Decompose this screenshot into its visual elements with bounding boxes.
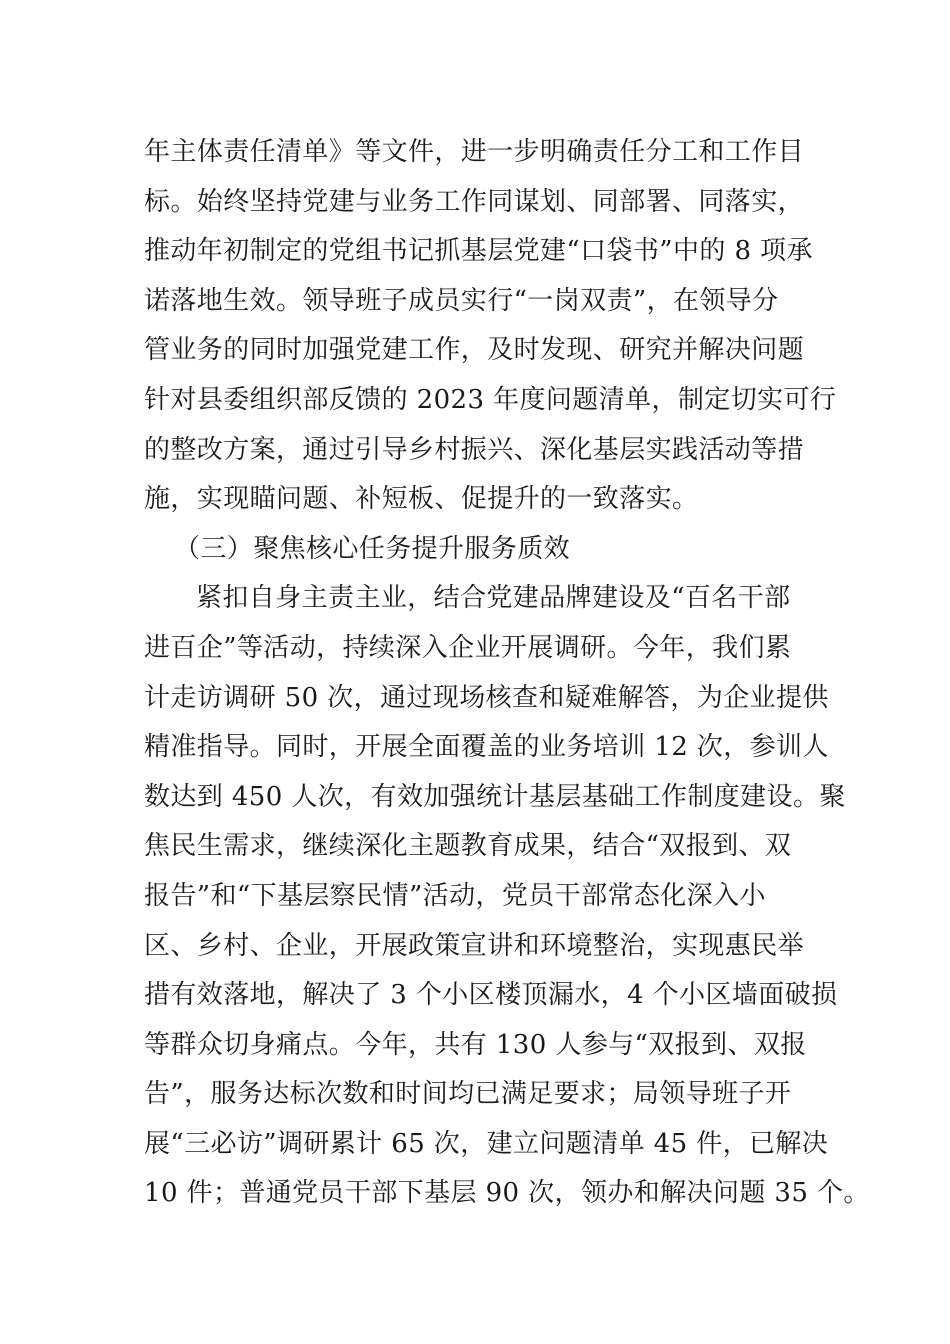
text-line: 精准指导。同时，开展全面覆盖的业务培训 12 次，参训人 [144,732,829,763]
text-line: 等群众切身痛点。今年，共有 130 人参与“双报到、双报 [144,1029,807,1060]
text-line: 标。始终坚持党建与业务工作同谋划、同部署、同落实， [144,186,805,217]
text-line: 报告”和“下基层察民情”活动，党员干部常态化深入小 [144,880,766,911]
body-text [144,128,870,1219]
text-line: 措有效落地，解决了 3 个小区楼顶漏水，4 个小区墙面破损 [144,980,838,1011]
text-line: 的整改方案，通过引导乡村振兴、深化基层实践活动等措 [144,434,805,465]
text-line: 诺落地生效。领导班子成员实行“一岗双责”，在领导分 [144,285,779,316]
paragraph-first-line: 紧扣自身主责主业，结合党建品牌建设及“百名干部 [196,583,791,614]
text-line: 10 件；普通党员干部下基层 90 次，领办和解决问题 35 个。 [144,1178,870,1209]
text-line: 施，实现瞄问题、补短板、促提升的一致落实。 [144,484,699,515]
text-line: 针对县委组织部反馈的 2023 年度问题清单，制定切实可行 [144,384,837,415]
text-line: 推动年初制定的党组书记抓基层党建“口袋书”中的 8 项承 [144,236,813,267]
text-line: 进百企”等活动，持续深入企业开展调研。今年，我们累 [144,632,792,663]
text-line: 焦民生需求，继续深化主题教育成果，结合“双报到、双 [144,831,792,862]
section-heading: （三）聚焦核心任务提升服务质效 [174,533,571,564]
text-line: 区、乡村、企业，开展政策宣讲和环境整治，实现惠民举 [144,930,805,961]
text-line: 告”，服务达标次数和时间均已满足要求；局领导班子开 [144,1079,792,1110]
text-line: 展“三必访”调研累计 65 次，建立问题清单 45 件，已解决 [144,1128,829,1159]
text-line: 年主体责任清单》等文件，进一步明确责任分工和工作目 [144,137,805,167]
text-line: 计走访调研 50 次，通过现场核查和疑难解答，为企业提供 [144,682,829,713]
text-line: 管业务的同时加强党建工作，及时发现、研究并解决问题 [144,335,805,366]
text-line: 数达到 450 人次，有效加强统计基层基础工作制度建设。聚 [144,781,846,812]
